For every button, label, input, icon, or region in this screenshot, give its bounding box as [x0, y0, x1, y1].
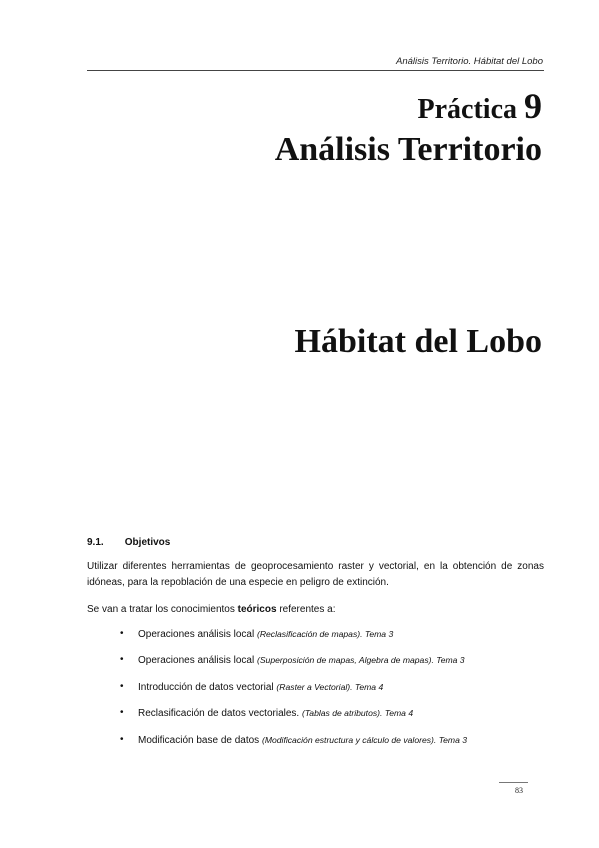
page-number: 83 [515, 786, 523, 795]
practica-number: 9 [524, 86, 542, 126]
section-title: Objetivos [124, 537, 171, 548]
list-item [120, 733, 550, 759]
document-title: Análisis Territorio [274, 131, 542, 168]
topic-text: Operaciones análisis local [138, 655, 257, 667]
practica-label: Práctica [417, 94, 517, 125]
intro-text-before: Se van a tratar los conocimientos [87, 604, 238, 615]
document-subtitle: Hábitat del Lobo [294, 323, 542, 360]
intro-text-bold: teóricos [237, 604, 277, 615]
list-item [120, 680, 550, 706]
topic-reference: (Modificación estructura y cálculo de valores). Tema 3 [261, 734, 468, 745]
topic-reference: (Tablas de atributos). Tema 4 [301, 708, 414, 719]
topic-reference: (Reclasificación de mapas). Tema 3 [256, 629, 394, 639]
list-item [120, 627, 550, 653]
topic-text: Modificación base de datos [138, 734, 262, 746]
topics-intro-paragraph [87, 602, 544, 618]
bullet-icon: • [120, 707, 124, 719]
topic-text: Reclasificación de datos vectoriales. [138, 708, 302, 720]
bullet-icon: • [120, 628, 124, 639]
topic-reference: (Raster a Vectorial). Tema 4 [276, 681, 384, 692]
intro-text-after: referentes a: [276, 604, 336, 615]
header-rule [87, 70, 544, 71]
topic-text: Introducción de datos vectorial [138, 681, 277, 693]
objective-paragraph: Utilizar diferentes herramientas de geoprocesamiento raster y vectorial, en la obtención de zonas idóneas, para la repoblación de una especie en peligro de extinción. [87, 561, 544, 588]
section-number: 9.1. [87, 537, 104, 548]
practica-heading [418, 86, 543, 130]
footer-rule [499, 782, 528, 783]
list-item [120, 653, 550, 679]
topic-text: Operaciones análisis local [138, 629, 257, 640]
topic-list [120, 627, 550, 759]
bullet-icon: • [120, 654, 124, 666]
section-heading [87, 537, 170, 548]
running-header: Análisis Territorio. Hábitat del Lobo [396, 56, 543, 67]
bullet-icon: • [120, 733, 124, 745]
topic-reference: (Superposición de mapas, Algebra de mapas). Tema 3 [256, 655, 465, 666]
bullet-icon: • [120, 680, 124, 692]
list-item [120, 706, 550, 732]
